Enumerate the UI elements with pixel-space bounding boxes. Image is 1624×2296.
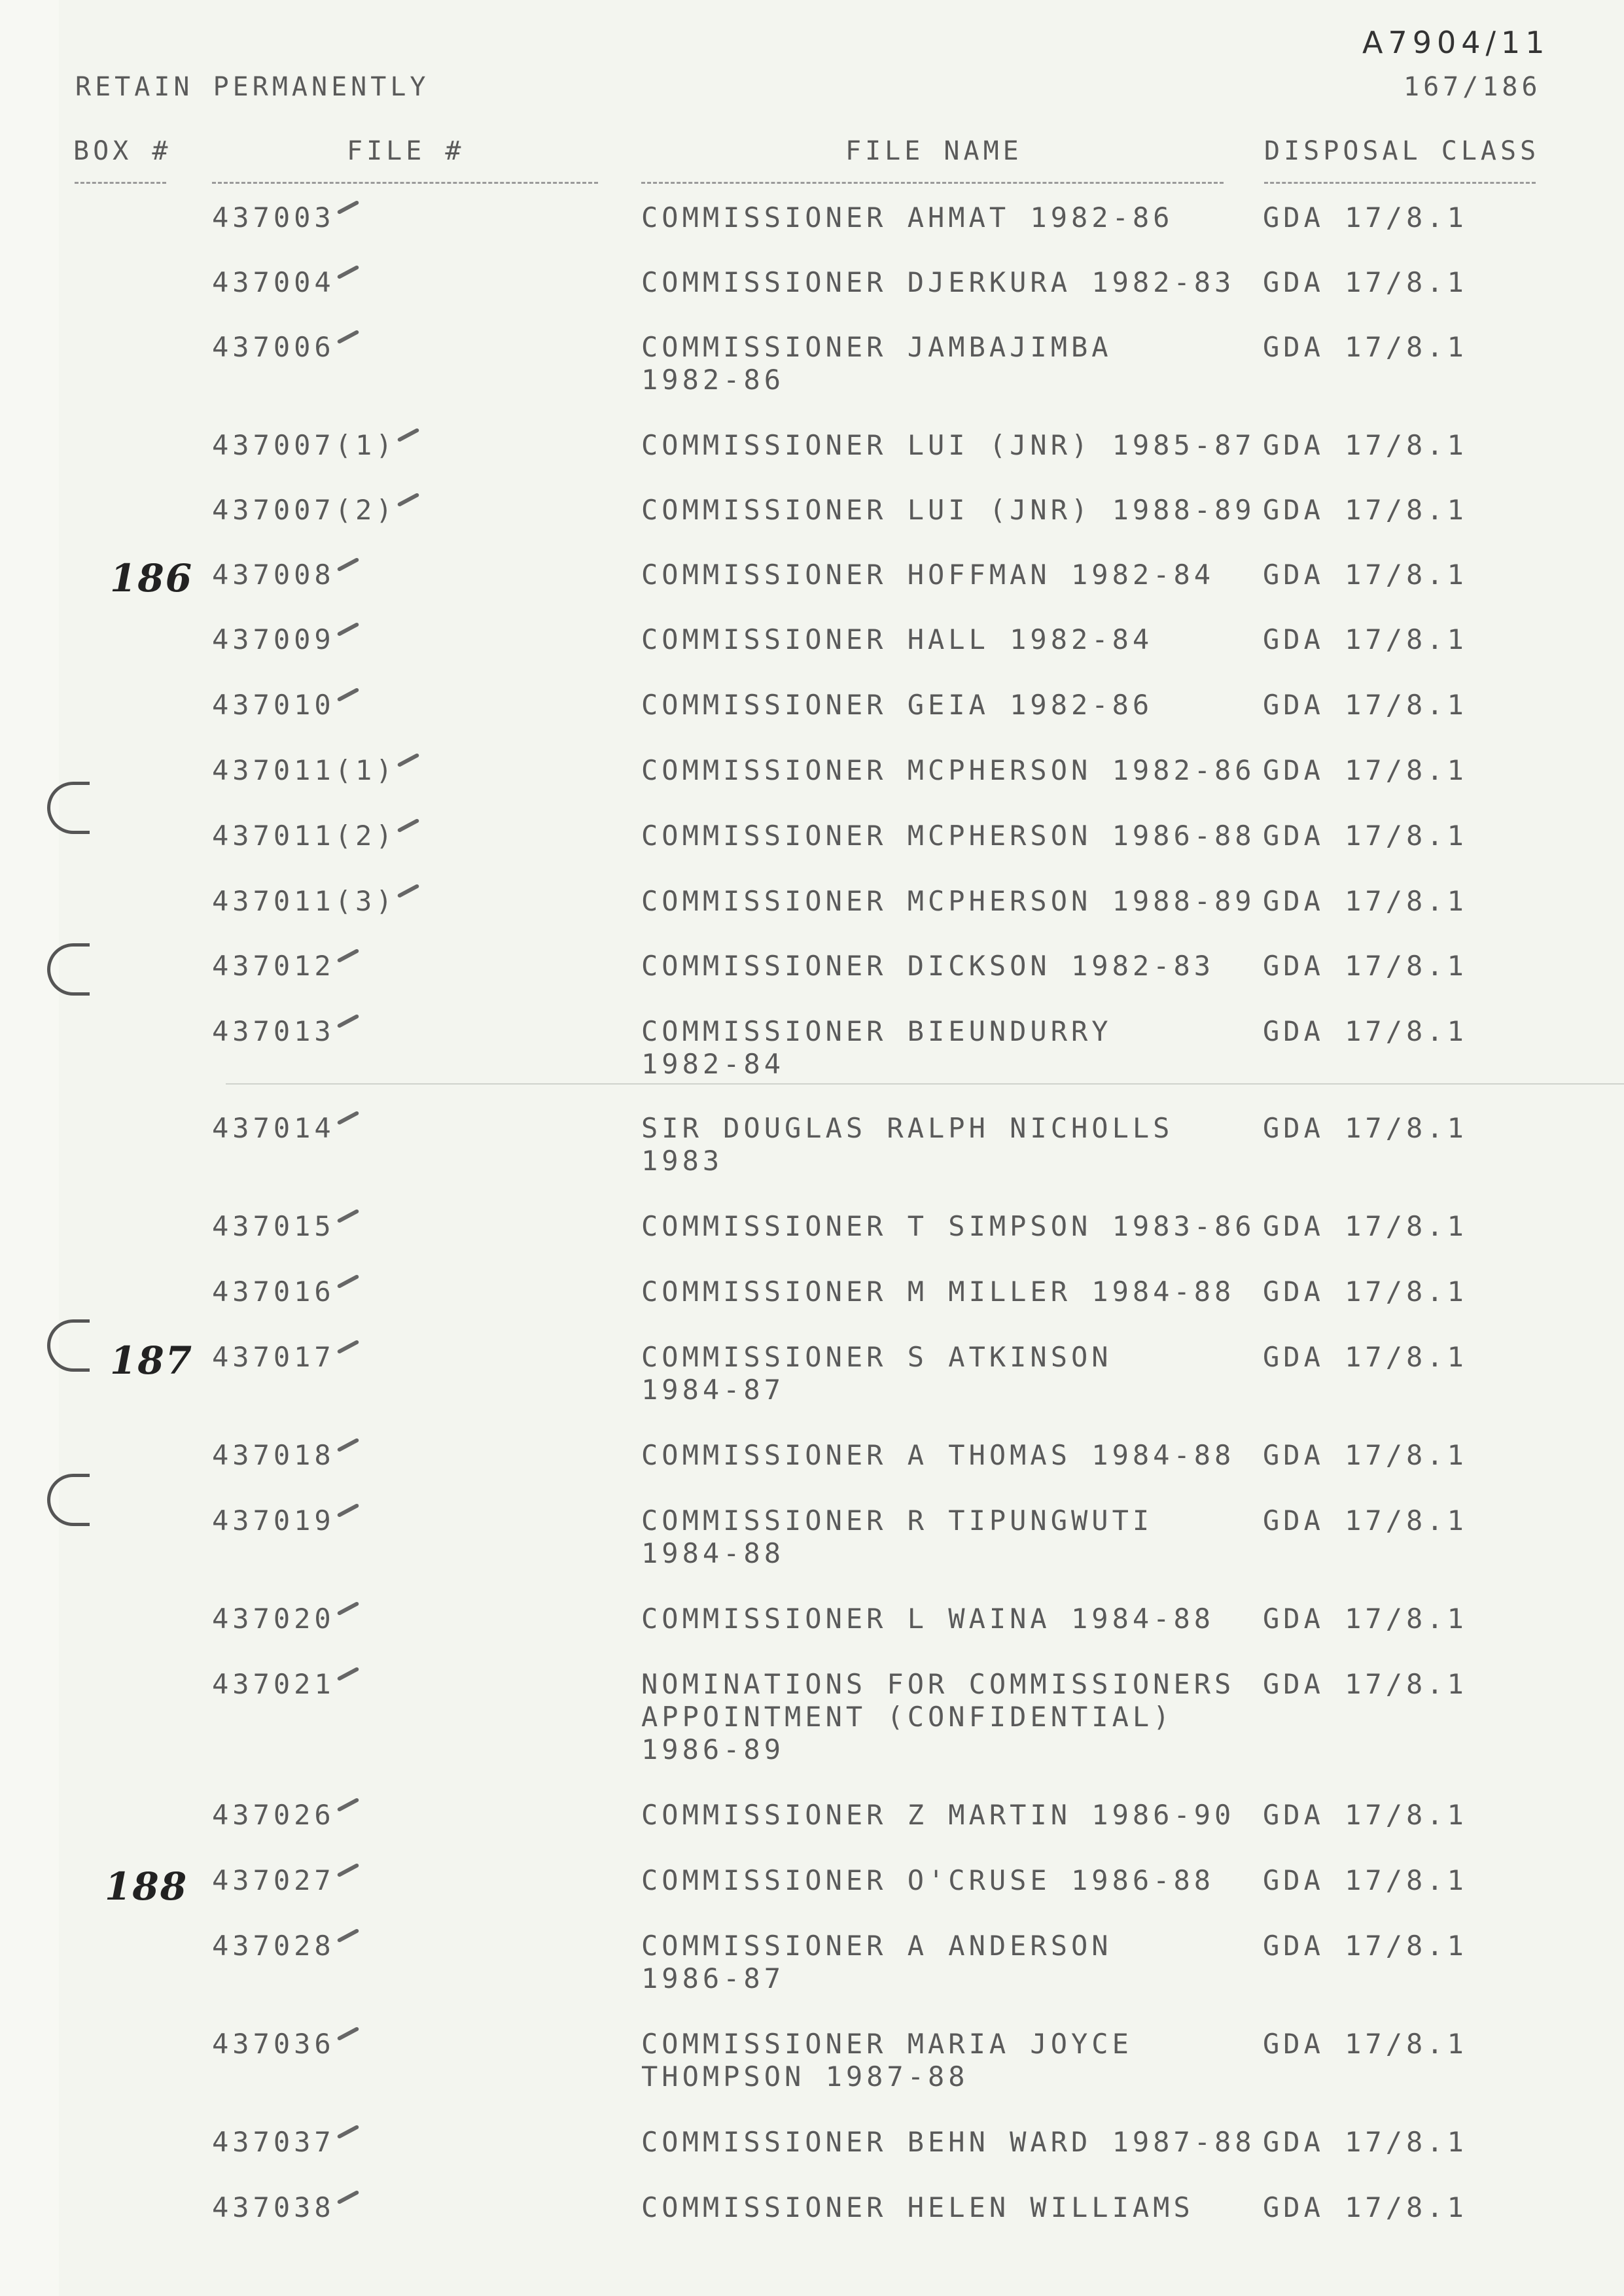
disposal-class: GDA 17/8.1 [1263, 885, 1468, 917]
check-mark-icon [337, 1798, 360, 1812]
file-name: COMMISSIONER S ATKINSON 1984-87 [641, 1341, 1112, 1406]
file-name: COMMISSIONER MARIA JOYCE THOMPSON 1987-88 [641, 2028, 1133, 2093]
disposal-class: GDA 17/8.1 [1263, 754, 1468, 786]
table-row [0, 950, 1624, 1015]
file-number: 437028 [212, 1930, 335, 1962]
column-header-file: FILE # [347, 136, 465, 166]
check-mark-icon [337, 1340, 360, 1354]
check-mark-icon [337, 1014, 360, 1028]
file-number: 437003 [212, 201, 335, 234]
disposal-class: GDA 17/8.1 [1263, 1112, 1468, 1144]
file-number: 437026 [212, 1799, 335, 1831]
disposal-class: GDA 17/8.1 [1263, 2126, 1468, 2158]
file-number: 437014 [212, 1112, 335, 1144]
check-mark-icon [397, 884, 420, 898]
file-number: 437012 [212, 950, 335, 982]
file-name: COMMISSIONER DICKSON 1982-83 [641, 950, 1215, 982]
box-number-note: 188 [105, 1864, 188, 1909]
file-number: 437004 [212, 266, 335, 298]
file-number: 437011(2) [212, 820, 397, 852]
check-mark-icon [337, 330, 360, 344]
check-mark-icon [397, 753, 420, 767]
file-number: 437017 [212, 1341, 335, 1373]
file-name: COMMISSIONER HELEN WILLIAMS [641, 2191, 1194, 2223]
file-name: COMMISSIONER A ANDERSON 1986-87 [641, 1930, 1112, 1994]
file-number: 437016 [212, 1276, 335, 1308]
disposal-class: GDA 17/8.1 [1263, 559, 1468, 591]
check-mark-icon [337, 1438, 360, 1452]
check-mark-icon [337, 200, 360, 215]
disposal-class: GDA 17/8.1 [1263, 1930, 1468, 1962]
table-row [0, 1505, 1624, 1570]
table-row [0, 266, 1624, 332]
check-mark-icon [337, 1601, 360, 1616]
file-name: NOMINATIONS FOR COMMISSIONERS APPOINTMENT (CONFIDENTIAL) 1986-89 [641, 1668, 1235, 1765]
table-row [0, 429, 1624, 495]
table-row [0, 2028, 1624, 2093]
check-mark-icon [337, 2026, 360, 2041]
table-row [0, 494, 1624, 559]
fold-line [226, 1083, 1624, 1085]
table-row [0, 559, 1624, 624]
retention-label: RETAIN PERMANENTLY [75, 72, 430, 102]
check-mark-icon [337, 622, 360, 636]
disposal-class: GDA 17/8.1 [1263, 2191, 1468, 2223]
header-underline-name [641, 182, 1224, 184]
file-name: COMMISSIONER MCPHERSON 1988-89 [641, 885, 1256, 917]
disposal-class: GDA 17/8.1 [1263, 1276, 1468, 1308]
file-number: 437006 [212, 331, 335, 363]
file-name: COMMISSIONER T SIMPSON 1983-86 [641, 1210, 1256, 1242]
disposal-class: GDA 17/8.1 [1263, 1864, 1468, 1896]
table-row [0, 1276, 1624, 1341]
table-row [0, 820, 1624, 885]
file-name: COMMISSIONER MCPHERSON 1982-86 [641, 754, 1256, 786]
file-number: 437018 [212, 1439, 335, 1471]
file-name: COMMISSIONER BEHN WARD 1987-88 [641, 2126, 1256, 2158]
disposal-class: GDA 17/8.1 [1263, 266, 1468, 298]
file-name: COMMISSIONER DJERKURA 1982-83 [641, 266, 1235, 298]
disposal-class: GDA 17/8.1 [1263, 1015, 1468, 1047]
box-number-note: 187 [110, 1338, 194, 1383]
table-row [0, 754, 1624, 820]
disposal-class: GDA 17/8.1 [1263, 1341, 1468, 1373]
file-number: 437007(2) [212, 494, 397, 526]
table-row [0, 1015, 1624, 1081]
file-number: 437009 [212, 623, 335, 655]
check-mark-icon [337, 1274, 360, 1289]
table-row [0, 623, 1624, 689]
header-underline-box [75, 182, 166, 184]
check-mark-icon [337, 1503, 360, 1518]
check-mark-icon [337, 2125, 360, 2139]
file-name: COMMISSIONER BIEUNDURRY 1982-84 [641, 1015, 1112, 1080]
file-number: 437010 [212, 689, 335, 721]
table-row [0, 1668, 1624, 1765]
file-name: COMMISSIONER LUI (JNR) 1988-89 [641, 494, 1256, 526]
header-underline-file [212, 182, 598, 184]
file-number: 437036 [212, 2028, 335, 2060]
disposal-class: GDA 17/8.1 [1263, 1668, 1468, 1700]
file-name: COMMISSIONER Z MARTIN 1986-90 [641, 1799, 1235, 1831]
check-mark-icon [337, 1667, 360, 1681]
table-row [0, 1112, 1624, 1177]
disposal-class: GDA 17/8.1 [1263, 1439, 1468, 1471]
check-mark-icon [397, 493, 420, 507]
check-mark-icon [337, 1863, 360, 1877]
disposal-class: GDA 17/8.1 [1263, 689, 1468, 721]
disposal-class: GDA 17/8.1 [1263, 1603, 1468, 1635]
file-number: 437037 [212, 2126, 335, 2158]
table-row [0, 2191, 1624, 2257]
column-header-box: BOX # [73, 136, 172, 166]
disposal-class: GDA 17/8.1 [1263, 494, 1468, 526]
check-mark-icon [397, 428, 420, 442]
page-range: 167/186 [1403, 72, 1542, 102]
file-name: COMMISSIONER MCPHERSON 1986-88 [641, 820, 1256, 852]
table-row [0, 1210, 1624, 1276]
check-mark-icon [337, 948, 360, 963]
file-number: 437013 [212, 1015, 335, 1047]
check-mark-icon [337, 1209, 360, 1223]
file-name: COMMISSIONER M MILLER 1984-88 [641, 1276, 1235, 1308]
file-name: COMMISSIONER L WAINA 1984-88 [641, 1603, 1215, 1635]
disposal-class: GDA 17/8.1 [1263, 1505, 1468, 1537]
table-row [0, 1930, 1624, 1995]
file-name: COMMISSIONER AHMAT 1982-86 [641, 201, 1174, 234]
check-mark-icon [337, 1111, 360, 1125]
table-row [0, 331, 1624, 396]
file-name: COMMISSIONER A THOMAS 1984-88 [641, 1439, 1235, 1471]
disposal-class: GDA 17/8.1 [1263, 950, 1468, 982]
table-row [0, 201, 1624, 267]
file-number: 437015 [212, 1210, 335, 1242]
disposal-class: GDA 17/8.1 [1263, 1210, 1468, 1242]
file-number: 437038 [212, 2191, 335, 2223]
file-name: SIR DOUGLAS RALPH NICHOLLS 1983 [641, 1112, 1174, 1177]
column-header-name: FILE NAME [845, 136, 1023, 166]
check-mark-icon [337, 2190, 360, 2204]
file-name: COMMISSIONER LUI (JNR) 1985-87 [641, 429, 1256, 461]
disposal-class: GDA 17/8.1 [1263, 623, 1468, 655]
file-number: 437011(1) [212, 754, 397, 786]
file-number: 437007(1) [212, 429, 397, 461]
column-header-disposal: DISPOSAL CLASS [1264, 136, 1540, 166]
disposal-class: GDA 17/8.1 [1263, 331, 1468, 363]
disposal-class: GDA 17/8.1 [1263, 820, 1468, 852]
file-number: 437027 [212, 1864, 335, 1896]
file-name: COMMISSIONER JAMBAJIMBA 1982-86 [641, 331, 1112, 396]
check-mark-icon [337, 557, 360, 572]
table-row [0, 689, 1624, 754]
table-row [0, 1439, 1624, 1505]
table-row [0, 1864, 1624, 1930]
table-row [0, 1603, 1624, 1668]
file-number: 437020 [212, 1603, 335, 1635]
header-underline-disposal [1264, 182, 1536, 184]
reference-stamp: A7904/11 [1362, 25, 1550, 60]
file-name: COMMISSIONER O'CRUSE 1986-88 [641, 1864, 1215, 1896]
table-row [0, 1799, 1624, 1864]
check-mark-icon [337, 1928, 360, 1943]
file-number: 437008 [212, 559, 335, 591]
check-mark-icon [337, 687, 360, 702]
table-row [0, 1341, 1624, 1406]
check-mark-icon [397, 818, 420, 833]
disposal-class: GDA 17/8.1 [1263, 1799, 1468, 1831]
file-number: 437019 [212, 1505, 335, 1537]
table-row [0, 2126, 1624, 2191]
disposal-class: GDA 17/8.1 [1263, 2028, 1468, 2060]
disposal-class: GDA 17/8.1 [1263, 429, 1468, 461]
box-number-note: 186 [110, 556, 194, 600]
table-row [0, 885, 1624, 950]
file-name: COMMISSIONER GEIA 1982-86 [641, 689, 1154, 721]
file-name: COMMISSIONER R TIPUNGWUTI 1984-88 [641, 1505, 1154, 1569]
file-name: COMMISSIONER HALL 1982-84 [641, 623, 1154, 655]
file-number: 437011(3) [212, 885, 397, 917]
disposal-class: GDA 17/8.1 [1263, 201, 1468, 234]
file-number: 437021 [212, 1668, 335, 1700]
file-name: COMMISSIONER HOFFMAN 1982-84 [641, 559, 1215, 591]
check-mark-icon [337, 265, 360, 279]
